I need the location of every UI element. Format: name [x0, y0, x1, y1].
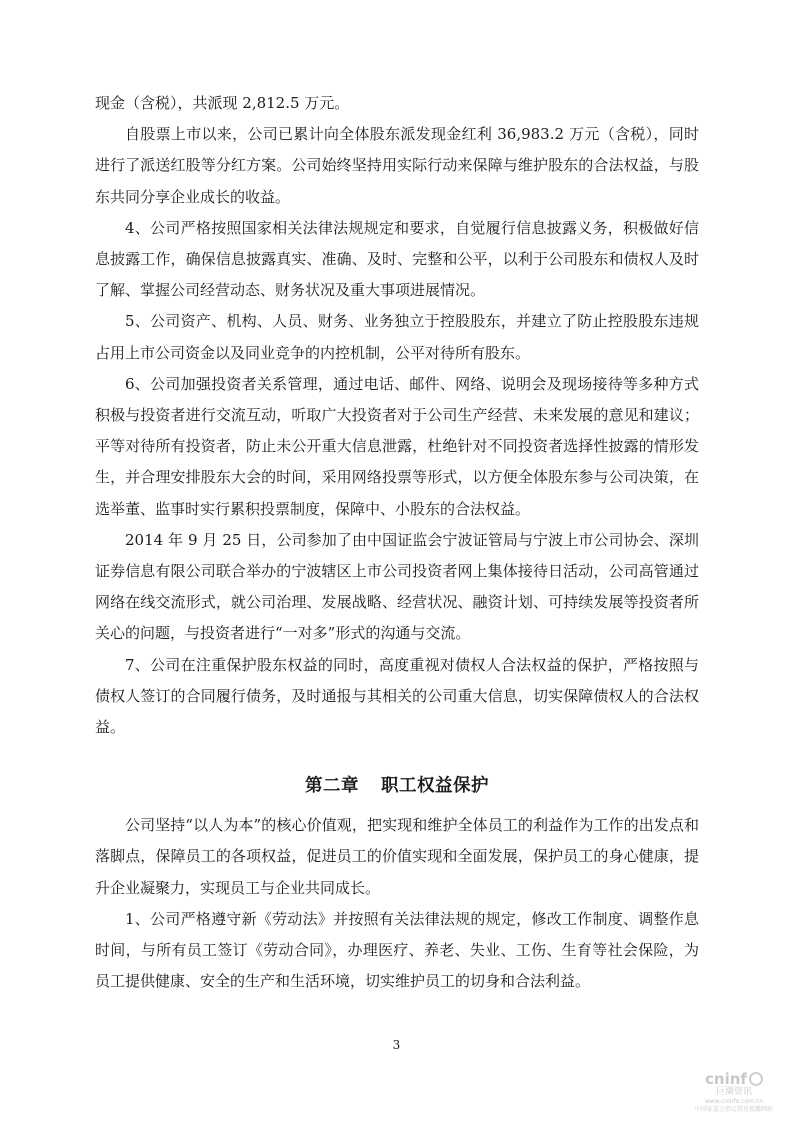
- cninfo-watermark: [691, 1071, 777, 1114]
- paragraph-investor-event: 2014 年 9 月 25 日，公司参加了由中国证监会宁波证管局与宁波上市公司协会、深圳证券信息有限公司联合举办的宁波辖区上市公司投资者网上集体接待日活动，公司高管通过网络在线交流形式，就公司治理、发展战略、经营状况、融资计划、可持续发展等投资者所关心的问题，与投资者进行“一对多”形式的沟通与交流。: [95, 530, 699, 643]
- paragraph-item-5: 5、公司资产、机构、人员、财务、业务独立于控股股东，并建立了防止控股股东违规占用上市公司资金以及同业竞争的内控机制，公平对待所有股东。: [95, 312, 699, 362]
- chapter-title: 职工权益保护: [381, 776, 489, 797]
- chapter-heading: [95, 771, 699, 802]
- paragraph-cumulative-dividend: 自股票上市以来，公司已累计向全体股东派发现金红利 36,983.2 万元（含税），同时进行了派送红股等分红方案。公司始终坚持用实际行动来保障与维护股东的合法权益，与股东共同分享企业成长的收益。: [95, 125, 699, 206]
- watermark-logo: [691, 1071, 777, 1087]
- watermark-url: www.cninfo.com.cn: [704, 1098, 764, 1105]
- page-number: 3: [392, 1038, 401, 1052]
- paragraph-item-6: 6、公司加强投资者关系管理，通过电话、邮件、网络、说明会及现场接待等多种方式积极与投资者进行交流互动，听取广大投资者对于公司生产经营、未来发展的意见和建议；平等对待所有投资者，防止未公开重大信息泄露，杜绝针对不同投资者选择性披露的情形发生，并合理安排股东大会的时间，采用网络投票等形式，以方便全体股东参与公司决策，在选举董、监事时实行累积投票制度，保障中、小股东的合法权益。: [95, 374, 699, 518]
- paragraph-employee-intro: 公司坚持“以人为本”的核心价值观，把实现和维护全体员工的利益作为工作的出发点和落脚点，保障员工的各项权益，促进员工的价值实现和全面发展，保护员工的身心健康，提升企业凝聚力，实现员工与企业共同成长。: [95, 816, 699, 897]
- watermark-subtitle: 巨潮资讯: [715, 1087, 752, 1097]
- body-text: [95, 88, 699, 997]
- paragraph-employee-item-1: 1、公司严格遵守新《劳动法》并按照有关法律法规的规定，修改工作制度、调整作息时间，与所有员工签订《劳动合同》，办理医疗、养老、失业、工伤、生育等社会保险，为员工提供健康、安全的生产和生活环境，切实维护员工的切身和合法利益。: [95, 909, 699, 991]
- paragraph-item-7: 7、公司在注重保护股东权益的同时，高度重视对债权人合法权益的保护，严格按照与债权人签订的合同履行债务，及时通报与其相关的公司重大信息，切实保障债权人的合法权益。: [95, 655, 699, 737]
- paragraph-item-4: 4、公司严格按照国家相关法律法规规定和要求，自觉履行信息披露义务，积极做好信息披露工作，确保信息披露真实、准确、及时、完整和公平，以利于公司股东和债权人及时了解、掌握公司经营动态、财务状况及重大事项进展情况。: [95, 218, 699, 300]
- cninfo-logo-icon: [749, 1072, 763, 1086]
- watermark-caption: 中国证监会指定信息披露网站: [694, 1106, 773, 1113]
- watermark-logo-text: cninf: [705, 1070, 747, 1088]
- paragraph-continuation: 现金（含税），共派现 2,812.5 万元。: [95, 94, 350, 112]
- chapter-number: 第二章: [305, 776, 359, 797]
